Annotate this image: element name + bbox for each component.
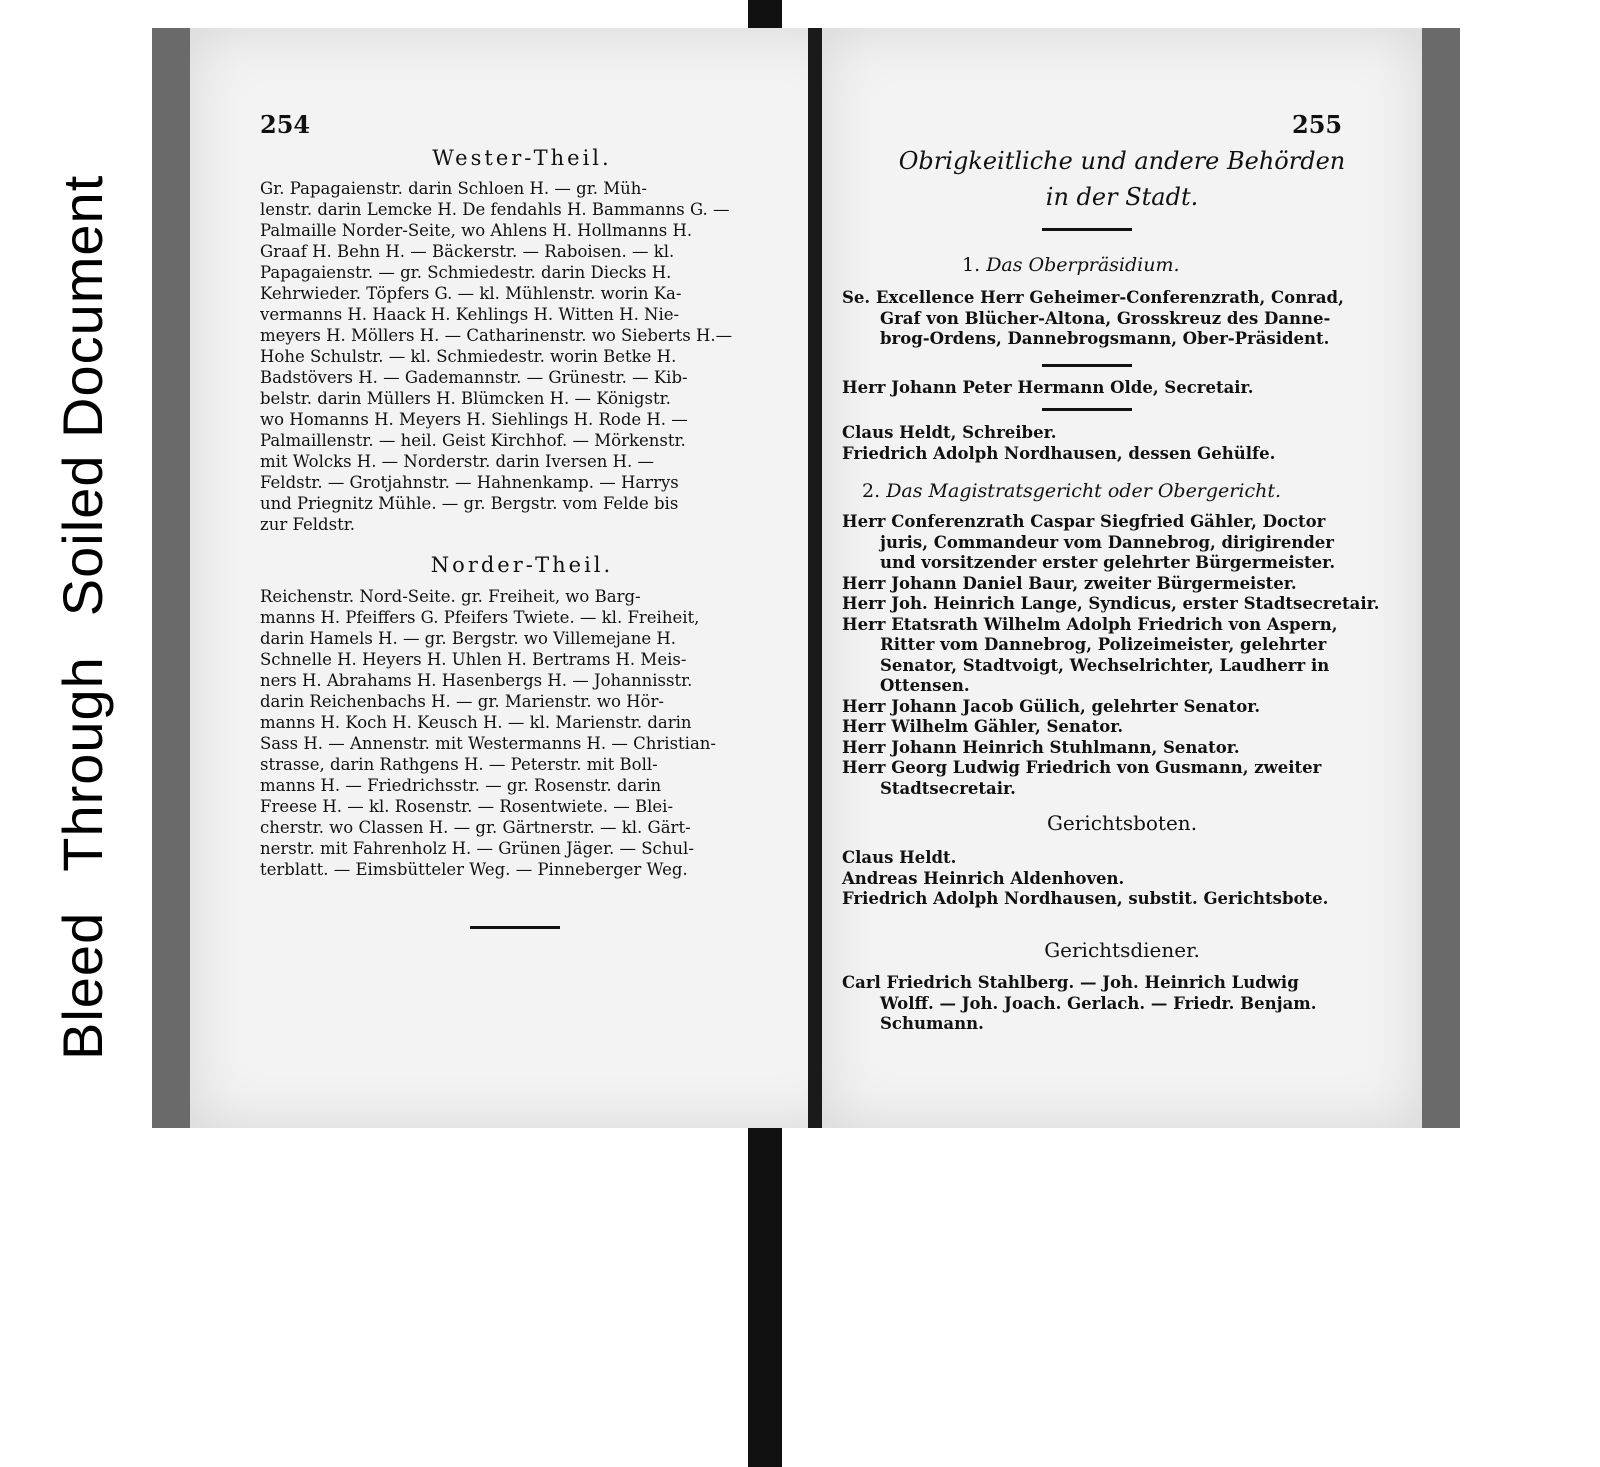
text-line: Palmaillenstr. — heil. Geist Kirchhof. — Mörkenstr. bbox=[260, 431, 686, 450]
official-entry-cont: Stadtsecretair. bbox=[880, 778, 1016, 798]
secretair-entry: Herr Johann Peter Hermann Olde, Secretair. bbox=[842, 378, 1254, 397]
official-entry-cont: und vorsitzender erster gelehrter Bürgermeister. bbox=[880, 553, 1336, 572]
official-entry-cont: Ottensen. bbox=[880, 676, 970, 695]
text-line: ners H. Abrahams H. Hasenbergs H. — Johannisstr. bbox=[260, 671, 693, 690]
text-line: lenstr. darin Lemcke H. De fendahls H. Bammanns G. — bbox=[260, 200, 730, 219]
left-end-rule bbox=[470, 926, 560, 929]
text-line: Sass H. — Annenstr. mit Westermanns H. — Christian- bbox=[260, 734, 716, 753]
sec2-title: Das Magistratsgericht oder Obergericht. bbox=[886, 480, 1282, 502]
side-label-word2: Through bbox=[51, 656, 114, 872]
text-line: zur Feldstr. bbox=[260, 515, 356, 534]
text-line: Hohe Schulstr. — kl. Schmiedestr. worin Betke H. bbox=[260, 347, 677, 366]
wester-theil-heading: Wester-Theil. bbox=[432, 146, 612, 170]
text-line: Papagaienstr. — gr. Schmiedestr. darin Diecks H. bbox=[260, 263, 672, 282]
side-label-word3: Soiled Document bbox=[51, 174, 114, 617]
text-line: Graaf H. Behn H. — Bäckerstr. — Raboisen. — kl. bbox=[260, 242, 675, 261]
right-title-line1: Obrigkeitliche und andere Behörden bbox=[898, 147, 1346, 175]
official-entry: Herr Johann Jacob Gülich, gelehrter Senator. bbox=[842, 696, 1261, 716]
text-line: Friedrich Adolph Nordhausen, substit. Gerichtsbote. bbox=[842, 889, 1329, 908]
entry-line: Graf von Blücher-Altona, Grosskreuz des Danne- bbox=[880, 308, 1331, 328]
sec1-heading bbox=[962, 254, 1180, 276]
official-entry-cont: Senator, Stadtvoigt, Wechselrichter, Laudherr in bbox=[880, 655, 1330, 675]
official-entry: Herr Georg Ludwig Friedrich von Gusmann, zweiter bbox=[842, 758, 1322, 777]
text-line: Wolff. — Joh. Joach. Gerlach. — Friedr. Benjam. bbox=[880, 993, 1317, 1013]
gerichtsboten-heading: Gerichtsboten. bbox=[1046, 811, 1198, 835]
official-entry: Herr Joh. Heinrich Lange, Syndicus, erster Stadtsecretair. bbox=[842, 594, 1380, 613]
text-line: Kehrwieder. Töpfers G. — kl. Mühlenstr. worin Ka- bbox=[260, 284, 682, 303]
norder-theil-text bbox=[260, 586, 780, 880]
text-line: nerstr. mit Fahrenholz H. — Grünen Jäger. — Schul- bbox=[260, 839, 694, 858]
text-line: Claus Heldt. bbox=[842, 848, 957, 867]
entry-line: Se. Excellence Herr Geheimer-Conferenzrath, Conrad, bbox=[842, 288, 1344, 307]
text-line: Palmaille Norder-Seite, wo Ahlens H. Hollmanns H. bbox=[260, 221, 693, 240]
left-page bbox=[152, 28, 854, 1128]
official-entry-cont: juris, Commandeur vom Dannebrog, dirigirender bbox=[880, 532, 1334, 552]
oberpraesident-entry bbox=[842, 288, 1344, 350]
official-entry-cont: Ritter vom Dannebrog, Polizeimeister, gelehrter bbox=[880, 635, 1327, 654]
entry-line: Friedrich Adolph Nordhausen, dessen Gehülfe. bbox=[842, 443, 1276, 463]
official-entry: Herr Wilhelm Gähler, Senator. bbox=[842, 717, 1124, 736]
text-line: Badstövers H. — Gademannstr. — Grünestr. — Kib- bbox=[260, 368, 688, 387]
gerichtsboten-list bbox=[842, 848, 1328, 910]
sec1-title: Das Oberpräsidium. bbox=[986, 254, 1180, 276]
sec2-heading bbox=[862, 480, 1281, 502]
text-line: manns H. Koch H. Keusch H. — kl. Marienstr. darin bbox=[260, 713, 692, 732]
side-label-word1: Bleed bbox=[51, 911, 114, 1060]
left-page-number: 254 bbox=[260, 110, 311, 139]
right-page bbox=[822, 28, 1460, 1128]
text-line: Freese H. — kl. Rosenstr. — Rosentwiete. — Blei- bbox=[260, 797, 674, 816]
official-entry: Herr Johann Heinrich Stuhlmann, Senator. bbox=[842, 737, 1240, 757]
text-line: Reichenstr. Nord-Seite. gr. Freiheit, wo Barg- bbox=[260, 587, 641, 606]
text-line: wo Homanns H. Meyers H. Siehlings H. Rode H. — bbox=[260, 410, 688, 429]
text-line: und Priegnitz Mühle. — gr. Bergstr. vom Felde bis bbox=[260, 494, 679, 513]
magistrat-entries bbox=[842, 512, 1380, 799]
title-rule bbox=[1042, 228, 1132, 231]
gerichtsdiener-heading: Gerichtsdiener. bbox=[1044, 938, 1200, 962]
text-line: meyers H. Möllers H. — Catharinenstr. wo Sieberts H.— bbox=[260, 326, 733, 345]
text-line: strasse, darin Rathgens H. — Peterstr. mit Boll- bbox=[260, 755, 658, 774]
text-line: belstr. darin Müllers H. Blümcken H. — Königstr. bbox=[260, 389, 671, 408]
text-line: Feldstr. — Grotjahnstr. — Hahnenkamp. — Harrys bbox=[260, 473, 679, 492]
open-book bbox=[152, 14, 1460, 1129]
text-line: cherstr. wo Classen H. — gr. Gärtnerstr. — kl. Gärt- bbox=[260, 818, 691, 837]
text-line: darin Hamels H. — gr. Bergstr. wo Villemejane H. bbox=[260, 629, 676, 648]
text-line: Gr. Papagaienstr. darin Schloen H. — gr. Müh- bbox=[260, 179, 648, 198]
official-entry: Herr Conferenzrath Caspar Siegfried Gähler, Doctor bbox=[842, 512, 1326, 531]
text-line: manns H. Pfeiffers G. Pfeifers Twiete. — kl. Freiheit, bbox=[260, 608, 700, 627]
sec2-number: 2. bbox=[862, 480, 881, 502]
text-line: Schnelle H. Heyers H. Uhlen H. Bertrams H. Meis- bbox=[260, 650, 687, 669]
sec1-rule1 bbox=[1042, 364, 1132, 367]
official-entry: Herr Etatsrath Wilhelm Adolph Friedrich von Aspern, bbox=[842, 614, 1338, 634]
text-line: darin Reichenbachs H. — gr. Marienstr. wo Hör- bbox=[260, 692, 664, 711]
text-line: manns H. — Friedrichsstr. — gr. Rosenstr. darin bbox=[260, 776, 662, 795]
text-line: mit Wolcks H. — Norderstr. darin Iversen H. — bbox=[260, 452, 654, 471]
text-line: terblatt. — Eimsbütteler Weg. — Pinneberger Weg. bbox=[260, 860, 688, 879]
norder-theil-heading: Norder-Theil. bbox=[430, 553, 614, 577]
wester-theil-text bbox=[260, 178, 780, 535]
right-page-number: 255 bbox=[1292, 110, 1343, 139]
schreiber-entries bbox=[842, 423, 1275, 464]
gerichtsdiener-list bbox=[842, 973, 1316, 1035]
entry-line: brog-Ordens, Dannebrogsmann, Ober-Präsident. bbox=[880, 329, 1330, 348]
sec1-rule2 bbox=[1042, 408, 1132, 411]
text-line: Schumann. bbox=[880, 1014, 984, 1033]
text-line: Carl Friedrich Stahlberg. — Joh. Heinrich Ludwig bbox=[842, 973, 1299, 992]
right-title-line2: in der Stadt. bbox=[1045, 183, 1199, 211]
official-entry: Herr Johann Daniel Baur, zweiter Bürgermeister. bbox=[842, 573, 1297, 593]
entry-line: Claus Heldt, Schreiber. bbox=[842, 423, 1057, 442]
sec1-number: 1. bbox=[962, 254, 981, 276]
ribbon-bottom bbox=[748, 1120, 782, 1467]
text-line: vermanns H. Haack H. Kehlings H. Witten H. Nie- bbox=[260, 305, 680, 324]
side-label bbox=[50, 175, 115, 1060]
text-line: Andreas Heinrich Aldenhoven. bbox=[842, 868, 1125, 888]
